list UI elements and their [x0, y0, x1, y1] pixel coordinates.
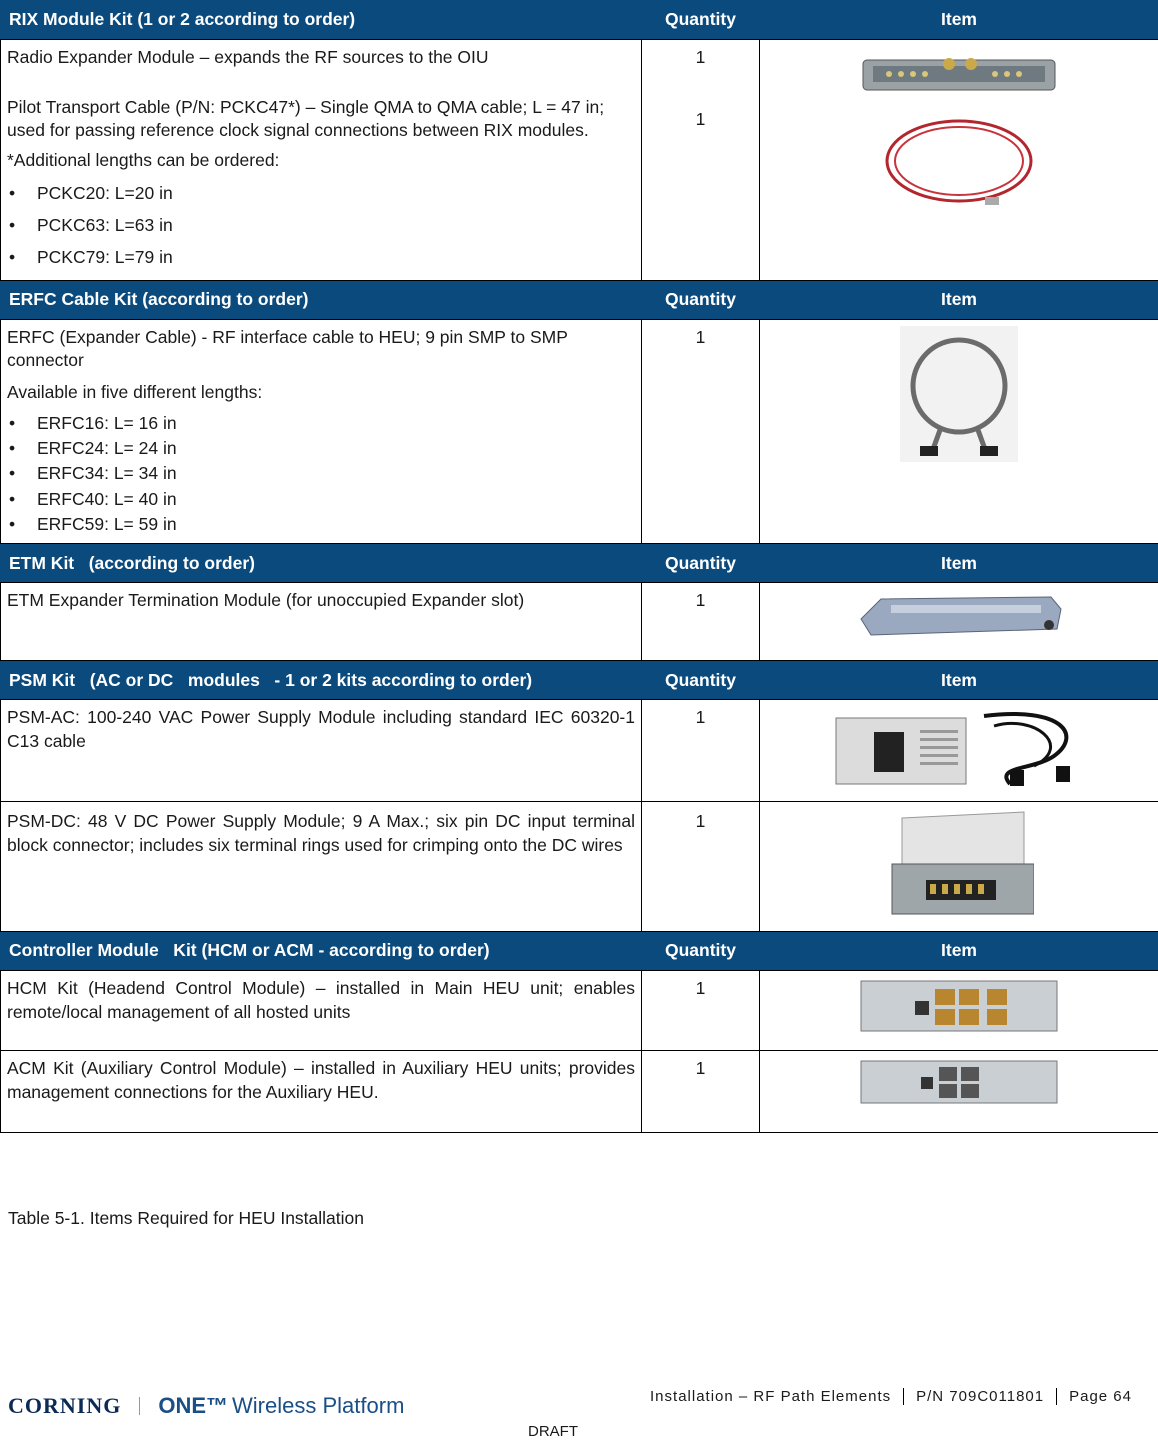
footer-section: Installation – RF Path Elements	[638, 1388, 903, 1405]
etm-row	[1, 583, 1158, 661]
rix-row	[1, 40, 1158, 281]
quantity-header: Quantity	[642, 661, 760, 700]
list-item: • PCKC63: L=63 in	[7, 209, 635, 241]
quantity-header: Quantity	[642, 1, 760, 40]
etm-module-image	[851, 589, 1067, 641]
erfc-image-cell	[760, 319, 1158, 544]
footer-part-number: P/N 709C011801	[903, 1388, 1056, 1405]
etm-description: ETM Expander Termination Module (for unoccupied Expander slot)	[1, 583, 642, 661]
erfc-cable-image	[900, 326, 1018, 462]
hcm-module-image	[859, 977, 1059, 1035]
pilot-cable-image	[879, 111, 1039, 211]
psm-dc-quantity: 1	[642, 802, 760, 932]
footer-page: Page 64	[1056, 1388, 1144, 1405]
hcm-row	[1, 971, 1158, 1051]
rix-header-row	[1, 1, 1158, 40]
controller-header: Controller Module Kit (HCM or ACM - according to order)	[1, 932, 642, 971]
acm-row	[1, 1051, 1158, 1133]
list-item: • ERFC16: L= 16 in	[7, 411, 635, 436]
pilot-cable-qty: 1	[648, 108, 753, 132]
psm-dc-row	[1, 802, 1158, 932]
erfc-quantity: 1	[642, 319, 760, 544]
rix-module-text: Radio Expander Module – expands the RF sources to the OIU	[7, 46, 635, 70]
psm-ac-image	[834, 706, 1084, 788]
footer-logo	[8, 1393, 404, 1419]
erfc-description	[1, 319, 642, 544]
psm-dc-description: PSM-DC: 48 V DC Power Supply Module; 9 A Max.; six pin DC input terminal block connector; includes six terminal rings used for crimping onto the DC wires	[1, 802, 642, 932]
acm-image-cell	[760, 1051, 1158, 1133]
psm-dc-image	[884, 808, 1034, 918]
quantity-header: Quantity	[642, 544, 760, 583]
psm-header-row	[1, 661, 1158, 700]
etm-quantity: 1	[642, 583, 760, 661]
table-caption: Table 5-1. Items Required for HEU Installation	[8, 1208, 364, 1229]
etm-header: ETM Kit (according to order)	[1, 544, 642, 583]
rix-images	[760, 40, 1158, 281]
draft-label: DRAFT	[528, 1423, 578, 1440]
list-item: • ERFC59: L= 59 in	[7, 512, 635, 537]
footer-info	[638, 1388, 1144, 1405]
rix-header: RIX Module Kit (1 or 2 according to order)	[1, 1, 642, 40]
psm-ac-row	[1, 700, 1158, 802]
acm-module-image	[859, 1057, 1059, 1107]
quantity-header: Quantity	[642, 932, 760, 971]
psm-ac-description: PSM-AC: 100-240 VAC Power Supply Module including standard IEC 60320-1 C13 cable	[1, 700, 642, 802]
acm-quantity: 1	[642, 1051, 760, 1133]
acm-description: ACM Kit (Auxiliary Control Module) – installed in Auxiliary HEU units; provides management connections for the Auxiliary HEU.	[1, 1051, 642, 1133]
pilot-cable-text: Pilot Transport Cable (P/N: PCKC47*) – Single QMA to QMA cable; L = 47 in; used for passing reference clock signal connections between RIX modules.	[7, 96, 635, 143]
corning-logo: CORNING	[8, 1393, 121, 1419]
list-item: • PCKC79: L=79 in	[7, 241, 635, 273]
item-header: Item	[760, 932, 1158, 971]
rix-module-qty: 1	[648, 46, 753, 70]
erfc-list	[7, 411, 635, 538]
product-one: ONE™	[158, 1393, 228, 1419]
list-item: • ERFC24: L= 24 in	[7, 436, 635, 461]
item-header: Item	[760, 1, 1158, 40]
erfc-lengths-text: Available in five different lengths:	[7, 381, 635, 405]
erfc-header: ERFC Cable Kit (according to order)	[1, 280, 642, 319]
pckc-list	[7, 177, 635, 274]
quantity-header: Quantity	[642, 280, 760, 319]
psm-ac-image-cell	[760, 700, 1158, 802]
erfc-header-row	[1, 280, 1158, 319]
hcm-description: HCM Kit (Headend Control Module) – installed in Main HEU unit; enables remote/local management of all hosted units	[1, 971, 642, 1051]
etm-header-row	[1, 544, 1158, 583]
psm-header: PSM Kit (AC or DC modules - 1 or 2 kits according to order)	[1, 661, 642, 700]
list-item: • ERFC40: L= 40 in	[7, 487, 635, 512]
additional-lengths-text: *Additional lengths can be ordered:	[7, 149, 635, 173]
item-header: Item	[760, 280, 1158, 319]
psm-ac-quantity: 1	[642, 700, 760, 802]
erfc-cable-text: ERFC (Expander Cable) - RF interface cable to HEU; 9 pin SMP to SMP connector	[7, 326, 635, 373]
item-header: Item	[760, 661, 1158, 700]
controller-header-row	[1, 932, 1158, 971]
list-item: • ERFC34: L= 34 in	[7, 461, 635, 486]
list-item: • PCKC20: L=20 in	[7, 177, 635, 209]
item-header: Item	[760, 544, 1158, 583]
erfc-row	[1, 319, 1158, 544]
hcm-image-cell	[760, 971, 1158, 1051]
psm-dc-image-cell	[760, 802, 1158, 932]
rix-module-image	[859, 50, 1059, 98]
rix-description	[1, 40, 642, 281]
etm-image-cell	[760, 583, 1158, 661]
rix-quantity	[642, 40, 760, 281]
logo-divider	[139, 1397, 140, 1415]
hcm-quantity: 1	[642, 971, 760, 1051]
product-name: Wireless Platform	[232, 1393, 404, 1419]
